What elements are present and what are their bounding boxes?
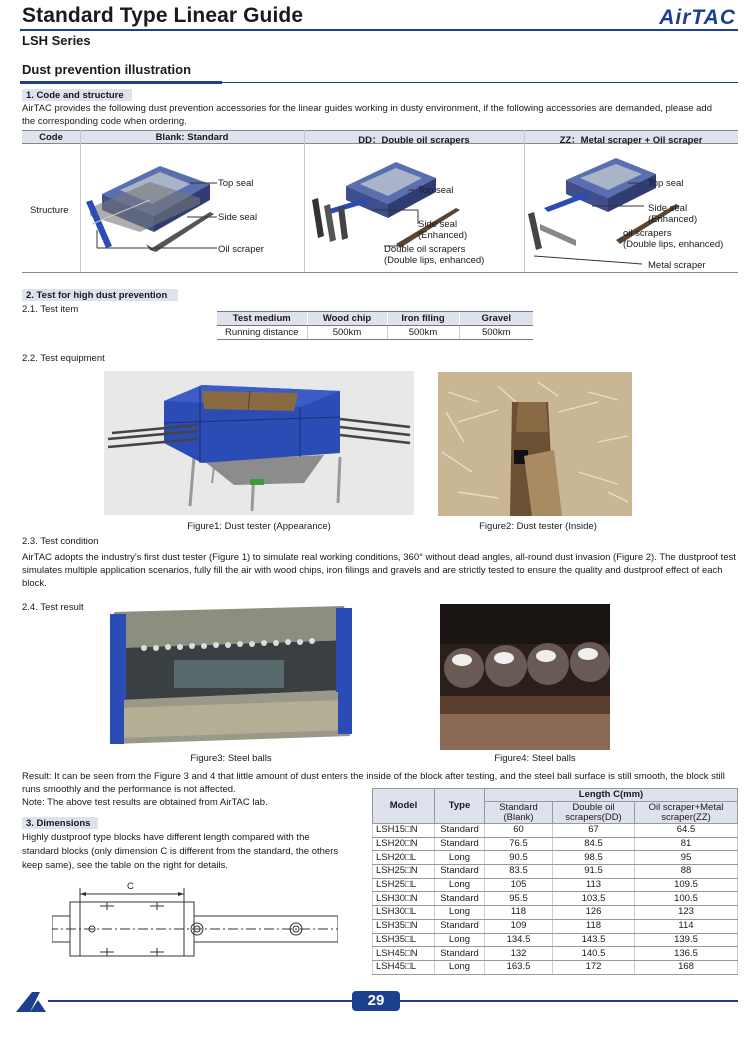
standard-structure-illustration — [80, 146, 304, 270]
test-result-text: Result: It can be seen from the Figure 3 and 4 that little amount of dust enters the inside of the block after testing, and the steel ball surface is still smooth, the block still runs smoothly and the performance is not affected. — [22, 771, 725, 795]
th-type: Type — [435, 789, 485, 824]
section-title: Dust prevention illustration — [22, 62, 192, 77]
cell-standard: 95.5 — [485, 892, 553, 906]
cell-dd: 67 — [553, 824, 635, 838]
cell-model: LSH35□N — [373, 919, 435, 933]
figure3-caption: Figure3: Steel balls — [190, 753, 272, 764]
cell-type: Standard — [435, 919, 485, 933]
cell-standard: 76.5 — [485, 837, 553, 851]
zz-label-top-seal: Top seal — [648, 178, 684, 189]
cell-model: LSH30□N — [373, 892, 435, 906]
table-bottom-line — [22, 272, 738, 273]
table-row — [373, 824, 738, 838]
airtac-logo: AirTAC — [659, 6, 736, 29]
table-row — [373, 851, 738, 865]
cell-type: Long — [435, 851, 485, 865]
table-row — [373, 837, 738, 851]
th-model: Model — [373, 789, 435, 824]
page-number: 29 — [352, 991, 400, 1011]
cell-standard: 134.5 — [485, 933, 553, 947]
table-row — [373, 947, 738, 961]
dimensions-text: Highly dustproof type blocks have different length compared with the standard blocks (only dimension C is different from the standard, the others keep same), see the table on the right for details. — [22, 832, 339, 871]
test-result-heading: 2.4. Test result — [22, 602, 84, 613]
cell-model: LSH45□N — [373, 947, 435, 961]
cell-dd: 118 — [553, 919, 635, 933]
test-note: Note: The above test results are obtained from AirTAC lab. — [22, 797, 268, 808]
cell-standard: 163.5 — [485, 960, 553, 974]
code-structure-intro: AirTAC provides the following dust prevention accessories for the linear guides working in dusty environment, if the following accessories are demanded, please add the corresponding code when ordering. — [22, 103, 712, 127]
cell-zz: 136.5 — [635, 947, 738, 961]
zz-label-metal-scraper: Metal scraper — [648, 260, 706, 271]
cell-standard: 83.5 — [485, 865, 553, 879]
cell-model: LSH25□N — [373, 865, 435, 879]
table-row — [373, 906, 738, 920]
cell-type: Long — [435, 878, 485, 892]
figure2-caption: Figure2: Dust tester (Inside) — [479, 521, 597, 532]
test-medium-table — [217, 311, 533, 340]
cell-zz: 114 — [635, 919, 738, 933]
cell-model: LSH35□L — [373, 933, 435, 947]
cell-model: LSH45□L — [373, 960, 435, 974]
zz-label-oil-scrapers: oil scrapers (Double lips, enhanced) — [623, 228, 724, 250]
test-equipment-heading: 2.2. Test equipment — [22, 353, 105, 364]
cell-standard: 118 — [485, 906, 553, 920]
cell-standard: 132 — [485, 947, 553, 961]
dd-label-double-oil-scrapers: Double oil scrapers (Double lips, enhanced) — [384, 244, 485, 266]
td-running-distance: Running distance — [217, 326, 307, 340]
cell-zz: 109.5 — [635, 878, 738, 892]
header-code: Code — [39, 132, 63, 143]
td-iron-filing-distance: 500km — [387, 326, 459, 340]
cell-zz: 100.5 — [635, 892, 738, 906]
th-wood-chip: Wood chip — [307, 312, 387, 326]
airtac-footer-logo-icon — [14, 990, 48, 1014]
th-iron-filing: Iron filing — [387, 312, 459, 326]
header-blank: Blank: Standard — [155, 132, 229, 143]
cell-zz: 64.5 — [635, 824, 738, 838]
blank-label-side-seal: Side seal — [218, 212, 258, 223]
structure-row-label: Structure — [30, 205, 69, 216]
dimensions-table — [372, 788, 738, 975]
figure3-steel-balls — [104, 604, 358, 750]
subheading-test: 2. Test for high dust prevention — [22, 289, 178, 301]
cell-dd: 84.5 — [553, 837, 635, 851]
cell-standard: 90.5 — [485, 851, 553, 865]
blank-label-top-seal: Top seal — [218, 178, 254, 189]
cell-dd: 113 — [553, 878, 635, 892]
cell-standard: 109 — [485, 919, 553, 933]
series-label: LSH Series — [22, 33, 91, 48]
test-condition-text: AirTAC adopts the industry's first dust tester (Figure 1) to simulate real working conditions, 360° without dead angles, all-round dust invasion (Figure 2). The dustproof test simulates multiple application scenarios, fully fill the air with wood chips, iron filings and gravels and are strictly tested to ensure the quality and dustproof effect of each block. — [22, 552, 736, 589]
cell-dd: 140.5 — [553, 947, 635, 961]
header-divider — [20, 29, 738, 31]
section-underline-thin — [222, 82, 738, 83]
table-row — [373, 960, 738, 974]
figure2-dust-tester-inside — [438, 372, 632, 516]
page-title: Standard Type Linear Guide — [22, 4, 304, 27]
cell-zz: 95 — [635, 851, 738, 865]
subheading-dimensions: 3. Dimensions — [22, 817, 98, 829]
structure-table-header — [22, 130, 738, 144]
cell-dd: 98.5 — [553, 851, 635, 865]
cell-dd: 172 — [553, 960, 635, 974]
th-double-oil-scrapers: Double oil scrapers(DD) — [553, 802, 635, 824]
cell-standard: 105 — [485, 878, 553, 892]
cell-type: Long — [435, 906, 485, 920]
test-item-heading: 2.1. Test item — [22, 304, 79, 315]
zz-label-side-seal: Side seal (Enhanced) — [648, 203, 698, 225]
cell-zz: 88 — [635, 865, 738, 879]
cell-model: LSH30□L — [373, 906, 435, 920]
header-zz: ZZ：Metal scraper + Oil scraper — [559, 135, 703, 146]
th-length-c: Length C(mm) — [485, 789, 738, 802]
th-test-medium: Test medium — [217, 312, 307, 326]
cell-type: Standard — [435, 892, 485, 906]
figure1-dust-tester-appearance — [104, 371, 414, 515]
figure4-caption: Figure4: Steel balls — [494, 753, 576, 764]
td-wood-chip-distance: 500km — [307, 326, 387, 340]
figure4-steel-balls — [440, 604, 610, 750]
table-row — [373, 878, 738, 892]
cell-type: Standard — [435, 824, 485, 838]
table-row — [373, 892, 738, 906]
cell-zz: 168 — [635, 960, 738, 974]
th-standard-blank: Standard (Blank) — [485, 802, 553, 824]
cell-type: Long — [435, 933, 485, 947]
cell-model: LSH25□L — [373, 878, 435, 892]
zz-structure-illustration — [524, 146, 738, 270]
cell-model: LSH20□N — [373, 837, 435, 851]
table-row — [373, 919, 738, 933]
figure1-caption: Figure1: Dust tester (Appearance) — [187, 521, 331, 532]
cell-dd: 143.5 — [553, 933, 635, 947]
td-gravel-distance: 500km — [459, 326, 533, 340]
dimension-drawing — [52, 880, 338, 970]
cell-model: LSH20□L — [373, 851, 435, 865]
test-condition-heading: 2.3. Test condition — [22, 536, 99, 547]
header-dd: DD：Double oil scrapers — [358, 135, 470, 146]
dimension-c-label: C — [127, 881, 134, 892]
cell-zz: 123 — [635, 906, 738, 920]
cell-zz: 139.5 — [635, 933, 738, 947]
dd-label-side-seal: Side seal (Enhanced) — [418, 219, 468, 241]
cell-zz: 81 — [635, 837, 738, 851]
cell-type: Standard — [435, 947, 485, 961]
cell-dd: 91.5 — [553, 865, 635, 879]
subheading-code-structure: 1. Code and structure — [22, 89, 132, 101]
table-row — [373, 933, 738, 947]
cell-type: Standard — [435, 837, 485, 851]
cell-type: Standard — [435, 865, 485, 879]
cell-dd: 103.5 — [553, 892, 635, 906]
section-underline — [20, 81, 222, 84]
dd-label-top-seal: Top seal — [418, 185, 454, 196]
blank-label-oil-scraper: Oil scraper — [218, 244, 264, 255]
table-row — [373, 865, 738, 879]
cell-type: Long — [435, 960, 485, 974]
cell-standard: 60 — [485, 824, 553, 838]
th-gravel: Gravel — [459, 312, 533, 326]
cell-model: LSH15□N — [373, 824, 435, 838]
cell-dd: 126 — [553, 906, 635, 920]
th-oil-metal-scraper: Oil scraper+Metal scraper(ZZ) — [635, 802, 738, 824]
